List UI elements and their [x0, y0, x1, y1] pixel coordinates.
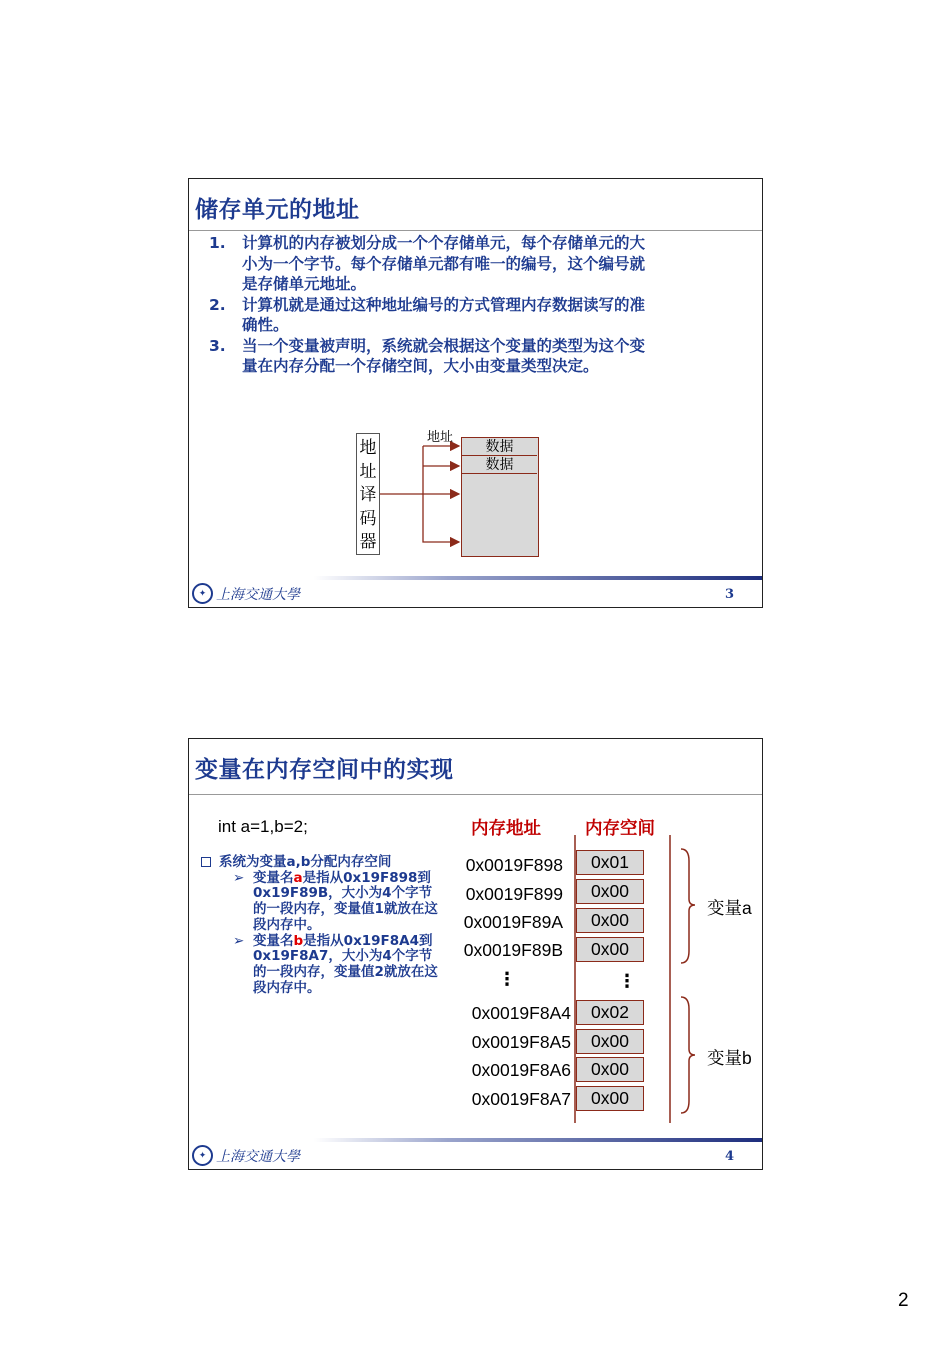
ellipsis: ⋮ — [618, 971, 636, 991]
address-value: 0x0019F8A4 — [471, 1003, 571, 1023]
decoder-arrows — [189, 179, 764, 609]
item-number: 3. — [209, 336, 226, 355]
page-number: 2 — [898, 1290, 909, 1311]
footer-bar — [314, 576, 762, 580]
desc-text: 变量名 — [253, 869, 294, 886]
address-label: 地址 — [427, 429, 454, 444]
desc-text: 是指从0x19F898到0x19F89B，大小为4个字节的一段内存，变量值1就放在这段内存中。 — [253, 869, 438, 933]
slide-title: 储存单元的地址 — [195, 197, 360, 223]
memory-cell: 0x02 — [576, 1000, 644, 1025]
variable-label-a: 变量a — [707, 898, 752, 918]
address-value: 0x0019F8A5 — [471, 1032, 571, 1052]
logo-text: 上海交通大學 — [216, 1148, 300, 1165]
item-number: 2. — [209, 295, 226, 314]
address-value: 0x0019F8A7 — [471, 1089, 571, 1109]
ellipsis: ⋮ — [498, 969, 516, 989]
item-text: 当一个变量被声明，系统就会根据这个变量的类型为这个变量在内存分配一个存储空间，大小由变量类型决定。 — [242, 336, 646, 375]
decoder-char: 器 — [359, 532, 377, 551]
desc-text: 变量名 — [253, 932, 294, 949]
address-value: 0x0019F899 — [465, 884, 563, 904]
slide-4 — [188, 738, 763, 1170]
memory-cell: 数据 — [462, 456, 537, 474]
memory-cell: 数据 — [462, 438, 537, 456]
arrow-bullet-icon: ➢ — [233, 932, 245, 949]
decoder-char: 地 — [359, 438, 377, 457]
desc-text: 是指从0x19F8A4到0x19F8A7，大小为4个字节的一段内存，变量值2就放在这段内存中。 — [253, 932, 438, 996]
slide-title: 变量在内存空间中的实现 — [195, 757, 454, 783]
memory-cell: 0x01 — [576, 850, 644, 875]
address-value: 0x0019F898 — [465, 855, 563, 875]
variable-label-b: 变量b — [707, 1048, 752, 1068]
slide-number: 3 — [724, 587, 734, 602]
footer-bar — [314, 1138, 762, 1142]
column-header-address: 内存地址 — [471, 819, 541, 839]
decoder-char: 译 — [359, 485, 377, 504]
desc-main-text: 系统为变量a,b分配内存空间 — [219, 854, 392, 870]
logo-text: 上海交通大學 — [216, 586, 300, 603]
column-header-space: 内存空间 — [585, 819, 655, 839]
var-name-a: a — [293, 869, 303, 886]
var-name-b: b — [293, 932, 304, 949]
memory-cell: 0x00 — [576, 937, 644, 962]
seal-icon: ✦ — [192, 583, 213, 604]
item-number: 1. — [209, 234, 226, 252]
address-value: 0x0019F89A — [463, 912, 563, 932]
decoder-char: 址 — [359, 461, 377, 481]
memory-cell: 0x00 — [576, 879, 644, 904]
address-value: 0x0019F8A6 — [471, 1060, 571, 1080]
decoder-char: 码 — [359, 508, 377, 528]
item-text: 计算机的内存被划分成一个个存储单元，每个存储单元的大小为一个字节。每个存储单元都有唯一的编号，这个编号就是存储单元地址。 — [242, 234, 646, 293]
memory-cell: 0x00 — [576, 1029, 644, 1054]
code-line: int a=1,b=2; — [218, 817, 308, 836]
item-text: 计算机就是通过这种地址编号的方式管理内存数据读写的准确性。 — [242, 295, 646, 334]
memory-cell: 0x00 — [576, 1057, 644, 1082]
slide-number: 4 — [724, 1149, 734, 1164]
university-logo — [192, 1145, 300, 1166]
memory-cell: 0x00 — [576, 908, 644, 933]
slide-3 — [188, 178, 763, 608]
memory-cell: 0x00 — [576, 1086, 644, 1111]
university-logo — [192, 583, 300, 604]
arrow-bullet-icon: ➢ — [233, 869, 245, 886]
address-value: 0x0019F89B — [463, 940, 563, 960]
seal-icon: ✦ — [192, 1145, 213, 1166]
